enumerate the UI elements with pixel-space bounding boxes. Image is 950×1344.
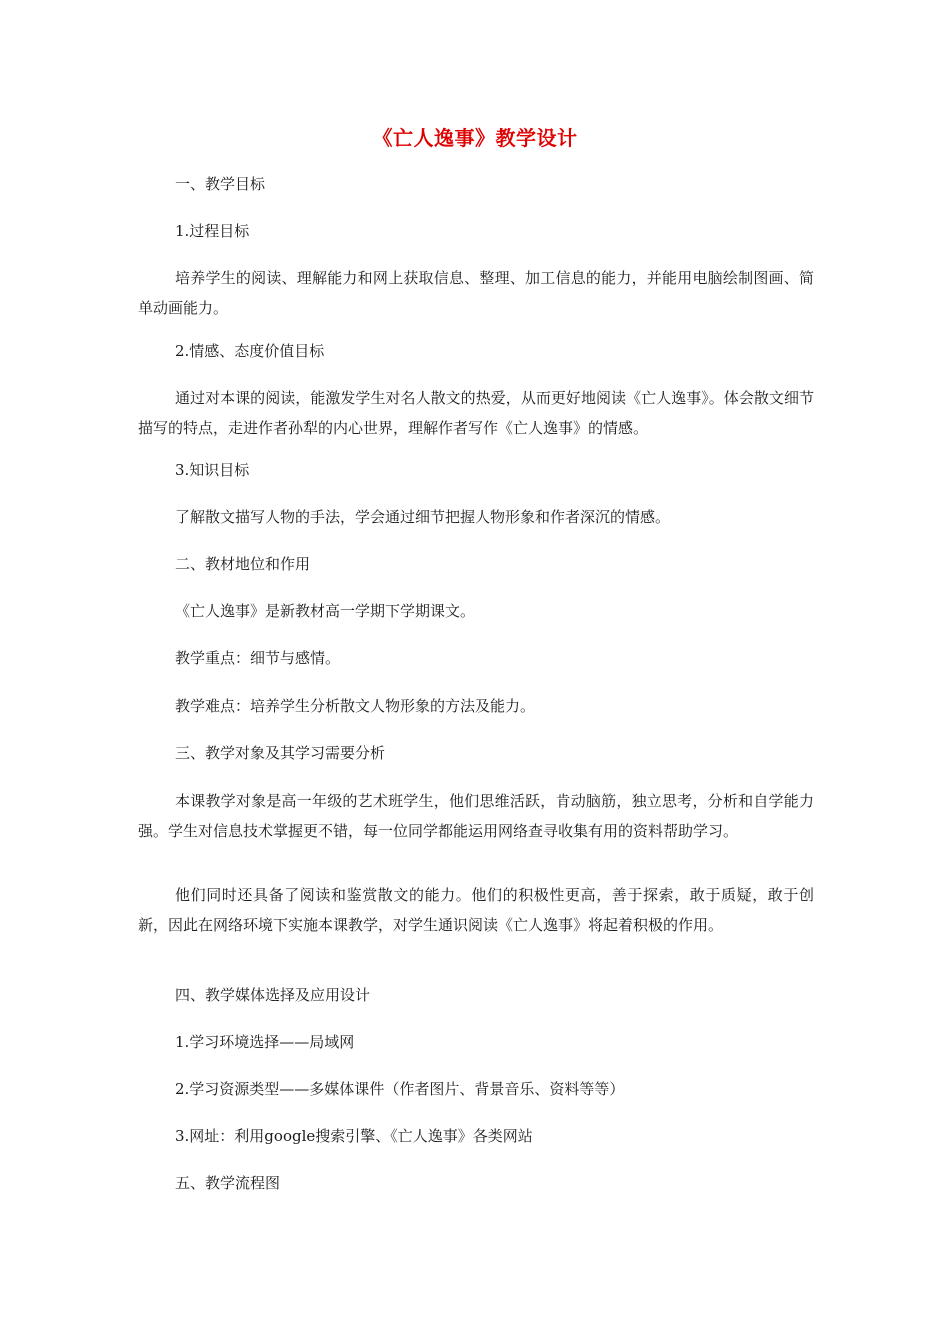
paragraph-process-goals: 培养学生的阅读、理解能力和网上获取信息、整理、加工信息的能力，并能用电脑绘制图画、简单动画能力。 [138, 269, 814, 317]
section-heading-learner-analysis: 三、教学对象及其学习需要分析 [175, 744, 386, 762]
paragraph-emotion-goals: 通过对本课的阅读，能激发学生对名人散文的热爱，从而更好地阅读《亡人逸事》。体会散文细节描写的特点，走进作者孙犁的内心世界，理解作者写作《亡人逸事》的情感。 [138, 389, 814, 437]
section-heading-teaching-flowchart: 五、教学流程图 [175, 1174, 281, 1192]
section-heading-textbook-role: 二、教材地位和作用 [175, 555, 311, 573]
subheading-knowledge-goals: 3.知识目标 [175, 461, 250, 479]
paragraph-knowledge-goals: 了解散文描写人物的手法，学会通过细节把握人物形象和作者深沉的情感。 [175, 508, 671, 526]
list-item-learning-environment: 1.学习环境选择——局域网 [175, 1033, 355, 1051]
paragraph-learner-analysis-2: 他们同时还具备了阅读和鉴赏散文的能力。他们的积极性更高，善于探索，敢于质疑，敢于创新，因此在网络环境下实施本课教学，对学生通识阅读《亡人逸事》将起着积极的作用。 [138, 886, 814, 934]
list-item-resource-types: 2.学习资源类型——多媒体课件（作者图片、背景音乐、资料等等） [175, 1080, 625, 1098]
document-title: 《亡人逸事》教学设计 [372, 126, 578, 150]
paragraph-learner-analysis-1: 本课教学对象是高一年级的艺术班学生，他们思维活跃，肯动脑筋，独立思考，分析和自学能力强。学生对信息技术掌握更不错，每一位同学都能运用网络查寻收集有用的资料帮助学习。 [138, 792, 814, 840]
paragraph-textbook-position: 《亡人逸事》是新教材高一学期下学期课文。 [175, 602, 476, 620]
paragraph-difficult-points: 教学难点：培养学生分析散文人物形象的方法及能力。 [175, 697, 536, 715]
paragraph-key-points: 教学重点：细节与感情。 [175, 649, 341, 667]
subheading-process-goals: 1.过程目标 [175, 222, 250, 240]
list-item-websites: 3.网址：利用google搜索引擎、《亡人逸事》各类网站 [175, 1127, 533, 1145]
section-heading-teaching-goals: 一、教学目标 [175, 175, 266, 193]
subheading-emotion-goals: 2.情感、态度价值目标 [175, 342, 325, 360]
section-heading-media-design: 四、教学媒体选择及应用设计 [175, 986, 371, 1004]
